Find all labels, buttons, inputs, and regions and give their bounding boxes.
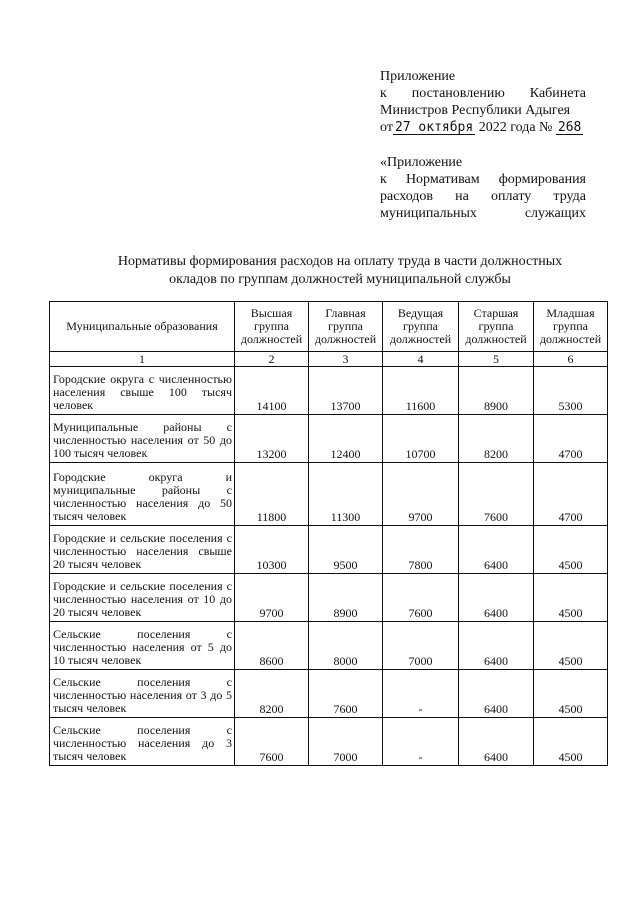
value-cell: 4500 xyxy=(534,718,608,766)
appendix-date-line xyxy=(380,119,586,136)
value-cell: 12400 xyxy=(309,415,383,463)
value-cell: 4500 xyxy=(534,574,608,622)
value-cell: 9700 xyxy=(235,574,309,622)
header-highest-group: Высшая группа должностей xyxy=(235,302,309,352)
document-title xyxy=(60,253,620,289)
municipality-name: Городские и сельские поселения с численностью населения от 10 до 20 тысяч человек xyxy=(50,574,235,622)
table-row xyxy=(50,526,608,574)
value-cell: 4500 xyxy=(534,622,608,670)
value-cell: 6400 xyxy=(459,670,534,718)
appendix-header xyxy=(380,68,586,136)
municipality-name: Городские округа и муниципальные районы с численностью населения до 50 тысяч человек xyxy=(50,463,235,526)
value-cell: 7600 xyxy=(309,670,383,718)
appendix2-line-2: к Нормативам формирования xyxy=(380,172,586,187)
value-cell: 4500 xyxy=(534,670,608,718)
header-row xyxy=(50,302,608,352)
date-suffix: 2022 года № xyxy=(478,120,553,135)
column-number: 2 xyxy=(235,352,309,367)
column-number: 3 xyxy=(309,352,383,367)
value-cell: 7600 xyxy=(383,574,459,622)
value-cell: 10700 xyxy=(383,415,459,463)
municipality-name: Городские и сельские поселения с численностью населения свыше 20 тысяч человек xyxy=(50,526,235,574)
value-cell: 8200 xyxy=(459,415,534,463)
value-cell: 7800 xyxy=(383,526,459,574)
appendix2-line-3: расходов на оплату труда xyxy=(380,189,586,204)
value-cell: 7600 xyxy=(459,463,534,526)
value-cell: 11300 xyxy=(309,463,383,526)
table-row xyxy=(50,622,608,670)
header-leading-group: Ведущая группа должностей xyxy=(383,302,459,352)
document-title-line-1: Нормативы формирования расходов на оплату труда в части должностных xyxy=(117,254,563,269)
appendix2-line-4: муниципальных служащих xyxy=(380,206,586,221)
value-cell: 11600 xyxy=(383,367,459,415)
column-number-row xyxy=(50,352,608,367)
column-number: 5 xyxy=(459,352,534,367)
value-cell: 6400 xyxy=(459,526,534,574)
table-row xyxy=(50,574,608,622)
table-row xyxy=(50,718,608,766)
municipality-name: Сельские поселения с численностью населения от 5 до 10 тысяч человек xyxy=(50,622,235,670)
municipality-name: Сельские поселения с численностью населения до 3 тысяч человек xyxy=(50,718,235,766)
column-number: 6 xyxy=(534,352,608,367)
date-prefix: от xyxy=(380,120,393,135)
table-row xyxy=(50,670,608,718)
table-row xyxy=(50,463,608,526)
appendix-line-2: к постановлению Кабинета xyxy=(380,86,586,101)
value-cell: - xyxy=(383,670,459,718)
value-cell: 5300 xyxy=(534,367,608,415)
value-cell: 7000 xyxy=(383,622,459,670)
value-cell: 4700 xyxy=(534,463,608,526)
appendix-title: Приложение xyxy=(380,69,456,84)
municipality-name: Сельские поселения с численностью населения от 3 до 5 тысяч человек xyxy=(50,670,235,718)
municipality-name: Городские округа с численностью населения свыше 100 тысяч человек xyxy=(50,367,235,415)
appendix2-title: «Приложение xyxy=(380,155,463,170)
column-number: 4 xyxy=(383,352,459,367)
value-cell: 8900 xyxy=(309,574,383,622)
value-cell: 8600 xyxy=(235,622,309,670)
value-cell: 13700 xyxy=(309,367,383,415)
value-cell: 4500 xyxy=(534,526,608,574)
header-main-group: Главная группа должностей xyxy=(309,302,383,352)
salary-norms-table xyxy=(49,301,608,766)
value-cell: 8200 xyxy=(235,670,309,718)
header-junior-group: Младшая группа должностей xyxy=(534,302,608,352)
value-cell: 10300 xyxy=(235,526,309,574)
value-cell: 6400 xyxy=(459,718,534,766)
table-row xyxy=(50,415,608,463)
value-cell: 13200 xyxy=(235,415,309,463)
value-cell: - xyxy=(383,718,459,766)
value-cell: 7600 xyxy=(235,718,309,766)
table-row xyxy=(50,367,608,415)
value-cell: 8900 xyxy=(459,367,534,415)
handwritten-number: 268 xyxy=(557,120,582,135)
value-cell: 9700 xyxy=(383,463,459,526)
value-cell: 6400 xyxy=(459,574,534,622)
document-title-line-2: окладов по группам должностей муниципальной службы xyxy=(169,272,511,287)
column-number: 1 xyxy=(50,352,235,367)
appendix-norms-header xyxy=(380,154,586,222)
header-municipality: Муниципальные образования xyxy=(50,302,235,352)
value-cell: 6400 xyxy=(459,622,534,670)
appendix-line-3: Министров Республики Адыгея xyxy=(380,103,571,118)
value-cell: 7000 xyxy=(309,718,383,766)
value-cell: 14100 xyxy=(235,367,309,415)
value-cell: 4700 xyxy=(534,415,608,463)
value-cell: 11800 xyxy=(235,463,309,526)
header-senior-group: Старшая группа должностей xyxy=(459,302,534,352)
value-cell: 9500 xyxy=(309,526,383,574)
handwritten-date: 27 октября xyxy=(394,120,474,135)
municipality-name: Муниципальные районы с численностью населения от 50 до 100 тысяч человек xyxy=(50,415,235,463)
value-cell: 8000 xyxy=(309,622,383,670)
